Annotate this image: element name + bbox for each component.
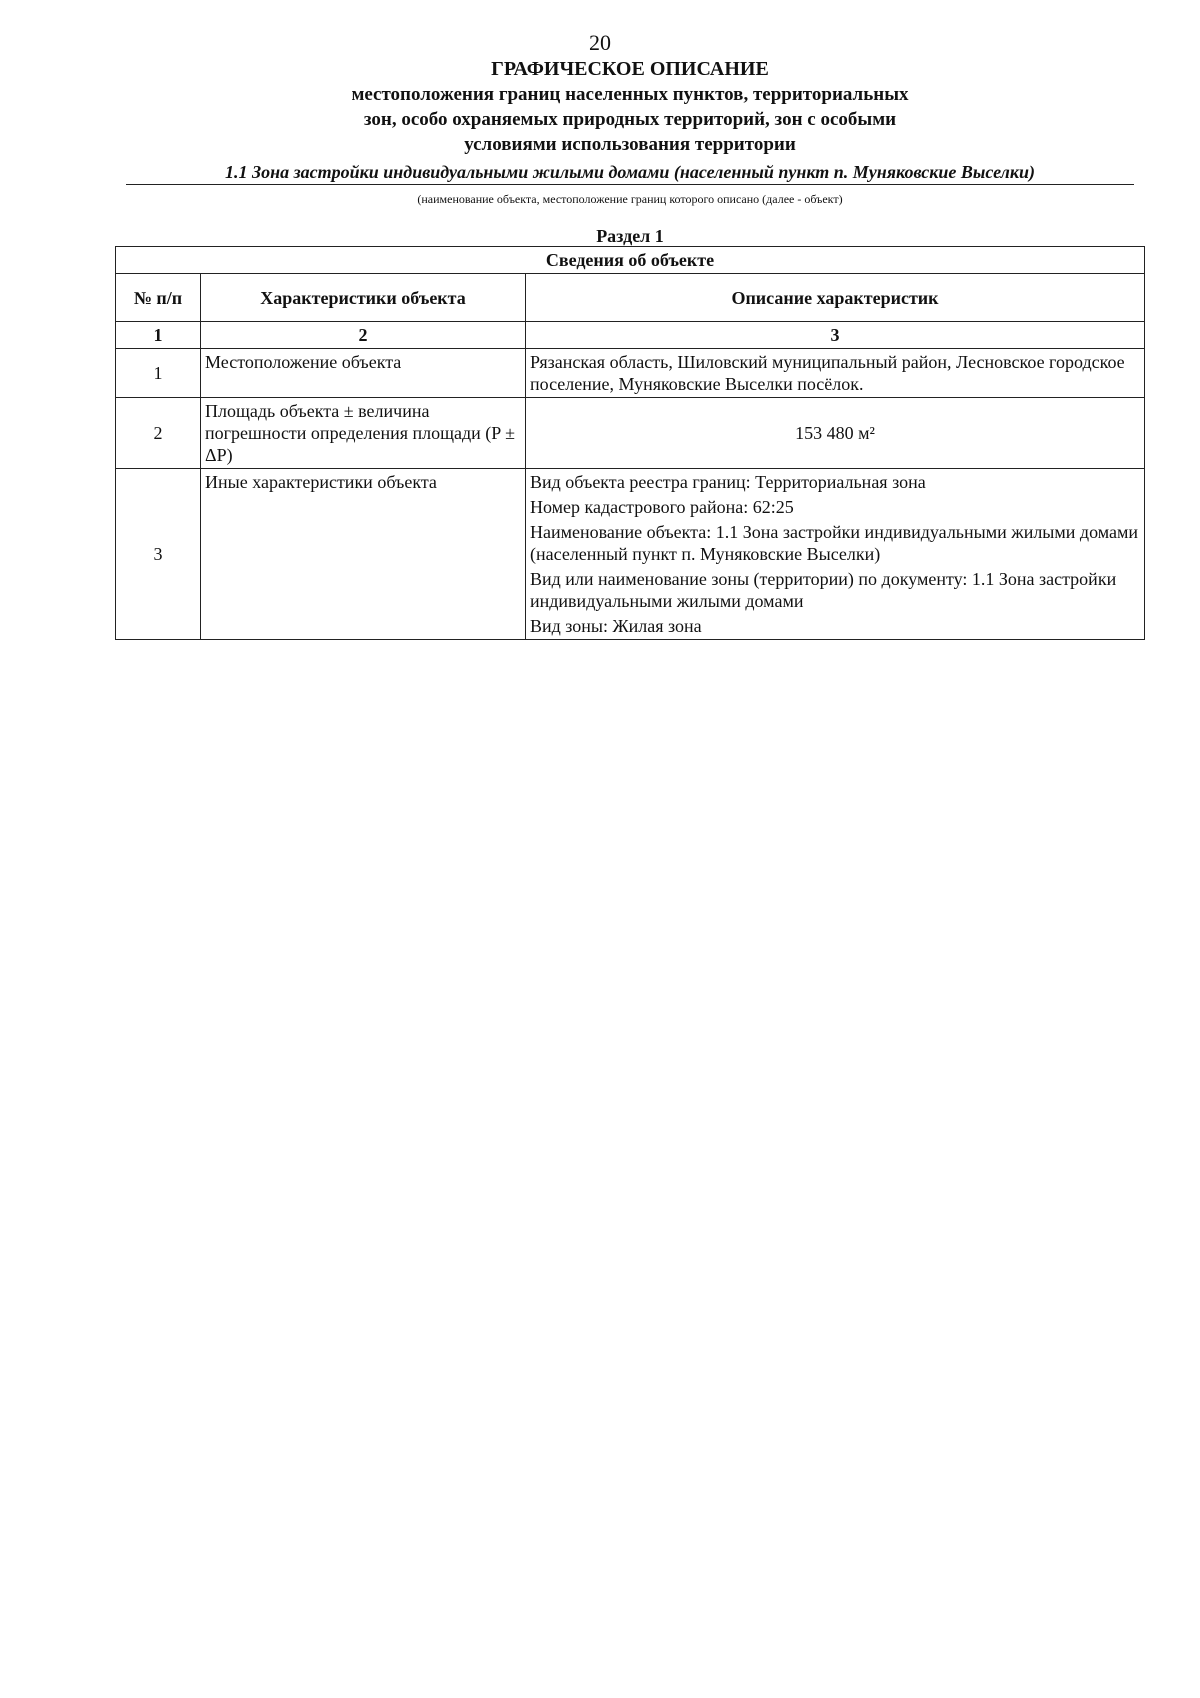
row-description: Рязанская область, Шиловский муниципальный район, Лесновское городское поселение, Муняковские Выселки посёлок. (526, 349, 1145, 398)
page-number: 20 (589, 30, 611, 55)
row-characteristic: Местоположение объекта (201, 349, 526, 398)
document-subtitle (0, 82, 1200, 157)
row-number: 2 (116, 398, 201, 469)
row-number: 1 (116, 349, 201, 398)
row-description (526, 469, 1145, 640)
column-number: 3 (526, 322, 1145, 349)
column-number: 1 (116, 322, 201, 349)
object-caption: (наименование объекта, местоположение границ которого описано (далее - объект) (417, 192, 843, 206)
table-row (116, 398, 1145, 469)
subtitle-line: условиями использования территории (464, 134, 796, 155)
row-description: 153 480 м² (526, 398, 1145, 469)
row-characteristic: Площадь объекта ± величина погрешности определения площади (P ± ΔP) (201, 398, 526, 469)
description-line: Вид объекта реестра границ: Территориальная зона (530, 472, 926, 492)
subtitle-line: местоположения границ населенных пунктов, территориальных (351, 84, 909, 105)
object-name: 1.1 Зона застройки индивидуальными жилыми домами (населенный пункт п. Муняковские Выселки) (126, 162, 1134, 185)
description-line: Номер кадастрового района: 62:25 (530, 497, 794, 517)
column-header-characteristic: Характеристики объекта (201, 274, 526, 322)
table-header-row (116, 274, 1145, 322)
column-header-number: № п/п (116, 274, 201, 322)
description-line: Наименование объекта: 1.1 Зона застройки индивидуальными жилыми домами (населенный пункт п. Муняковские Выселки) (530, 522, 1139, 564)
table-title: Сведения об объекте (116, 247, 1145, 274)
column-number-row (116, 322, 1145, 349)
subtitle-line: зон, особо охраняемых природных территорий, зон с особыми (363, 109, 897, 130)
description-line: Вид зоны: Жилая зона (530, 616, 702, 636)
section-title: Раздел 1 (596, 226, 664, 246)
table-title-row (116, 247, 1145, 274)
column-header-description: Описание характеристик (526, 274, 1145, 322)
column-number: 2 (201, 322, 526, 349)
description-line: Вид или наименование зоны (территории) по документу: 1.1 Зона застройки индивидуальными жилыми домами (530, 569, 1117, 611)
row-characteristic: Иные характеристики объекта (201, 469, 526, 640)
table-row (116, 469, 1145, 640)
document-title: ГРАФИЧЕСКОЕ ОПИСАНИЕ (491, 58, 769, 80)
table-row (116, 349, 1145, 398)
row-number: 3 (116, 469, 201, 640)
object-info-table (115, 246, 1145, 640)
